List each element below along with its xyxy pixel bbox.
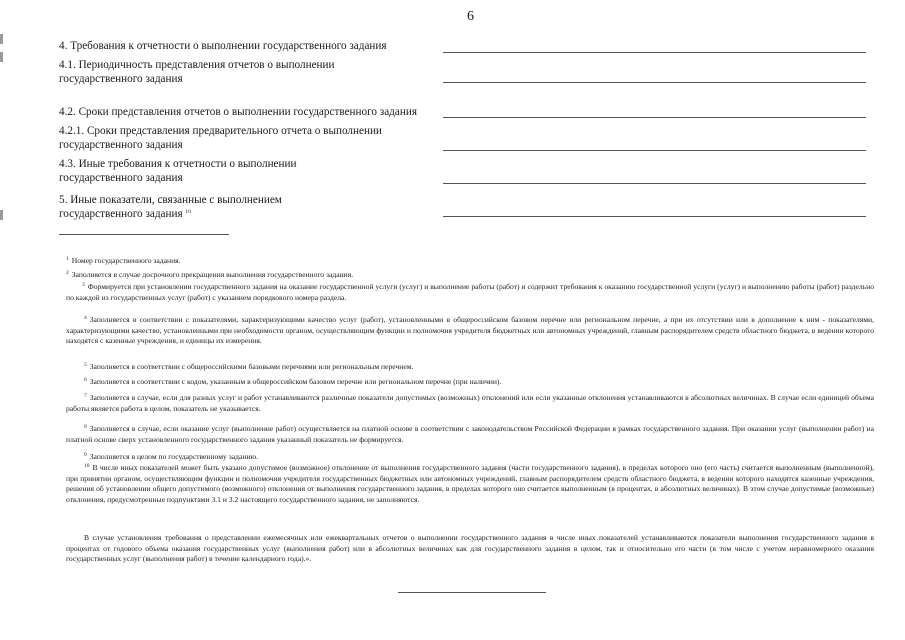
footnote-1: $^1$ Номер государственного задания.: [66, 256, 181, 265]
footnote-9: $^9$ Заполняется в целом по государственному заданию.: [84, 452, 259, 461]
footnote-3: $^3$ Формируется при установлении государственного задания на оказание государственной услуги (услуг) и выполнение работы (работ) и содержит требования к оказанию государственной услуги (услуг) и выполнению работы (работ) раздельно по каждой из государственных услуг (работ) с указанием порядкового номера раздела.: [66, 282, 874, 302]
requirement-4-3: 4.3. Иные требования к отчетности о выполнении государственного задания: [59, 158, 297, 184]
footnote-5: $^5$ Заполняется в соответствии с общероссийскими базовыми перечнями или региональным перечнем.: [84, 362, 414, 371]
end-separator: [398, 592, 546, 593]
footnote-10: $^{10}$ В числе иных показателей может быть указано допустимое (возможное) отклонение от выполнения государственного задания (части государственного задания), в пределах которого оно (его часть) считается выполненным (выполненной), при принятии органом, осуществляющим функции и полномочия учредителя государственных бюджетных или автономных учреждений, главным распорядителем средств областного бюджета, в ведении которого находятся казенные учреждения, решения об установлении общего допустимого (возможного) отклонения от выполнения государственного задания, в пределах которого оно считается выполненным (в процентах, в абсолютных величинах). В этом случае допустимые (возможные) отклонения, предусмотренные подпунктами 3.1 и 3.2 настоящего государственного задания, не заполняются.: [66, 463, 874, 505]
requirement-5: [59, 193, 309, 221]
closing-paragraph: В случае установления требования о представлении ежемесячных или ежеквартальных отчетов о выполнении государственного задания в числе иных показателей устанавливаются показатели выполнения государственного задания в процентах от годового объема оказания государственных услуг (выполнения работ) или в абсолютных величинах как для государственного задания в целом, так и относительно его части (в том числе с учетом неравномерного оказания государственных услуг (выполнения работ) в течение календарного года).».: [66, 533, 874, 564]
footnote-8: $^8$ Заполняется в случае, если оказание услуг (выполнение работ) осуществляется на платной основе в соответствии с законодательством Российской Федерации в рамках государственного задания. При оказании услуг (выполнении работ) на платной основе сверх установленного государственного задания указанный показатель не формируется.: [66, 424, 874, 444]
footnote-2: $^2$ Заполняется в случае досрочного прекращения выполнения государственного задания.: [66, 270, 354, 279]
page-number: 6: [467, 9, 474, 24]
requirement-4-1: 4.1. Периодичность представления отчетов о выполнении государственного задания: [59, 59, 335, 85]
fill-line-5: [443, 216, 866, 217]
scan-margin-mark: [0, 210, 3, 220]
footnote-6: $^6$ Заполняется в соответствии с кодом, указанным в общероссийском базовом перечне или региональном перечне (при наличии).: [84, 377, 502, 386]
requirement-4: 4. Требования к отчетности о выполнении государственного задания: [59, 40, 387, 52]
footnote-separator: [59, 234, 229, 235]
fill-line-4-2-1: [443, 150, 866, 151]
footnote-4: $^4$ Заполняется в соответствии с показателями, характеризующими качество услуг (работ), установленными в общероссийском базовом перечне или региональном перечне, а при их отсутствии или в дополнение к ним - показателями, характеризующими качество, установленными при необходимости органом, осуществляющим функции и полномочия учредителя бюджетных или автономных учреждений, главным распорядителем средств областного бюджета, в ведении которого находятся с казенные учреждения, и единицы их измерения.: [66, 315, 874, 346]
fill-line-4-1: [443, 82, 866, 83]
fill-line-4: [443, 52, 866, 53]
scan-margin-mark: [0, 34, 3, 44]
fill-line-4-3: [443, 183, 866, 184]
requirement-5-text: 5. Иные показатели, связанные с выполнением государственного задания: [59, 194, 282, 220]
fill-line-4-2: [443, 117, 866, 118]
requirement-4-2: 4.2. Сроки представления отчетов о выполнении государственного задания: [59, 106, 417, 118]
footnote-7: $^7$ Заполняется в случае, если для разных услуг и работ устанавливаются различные показатели допустимых (возможных) отклонений или если указанные отклонения устанавливаются в абсолютных величинах. В случае если единицей объема работы является работа в целом, показатель не указывается.: [66, 393, 874, 413]
requirement-4-2-1: 4.2.1. Сроки представления предварительного отчета о выполнении государственного задания: [59, 125, 382, 151]
footnote-ref-10: 10: [185, 209, 191, 215]
scan-margin-mark: [0, 52, 3, 62]
